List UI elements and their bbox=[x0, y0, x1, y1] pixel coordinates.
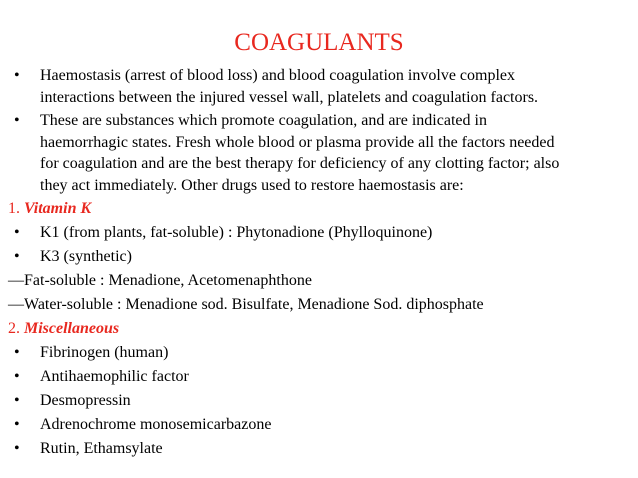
bullet-text-line: haemorrhagic states. Fresh whole blood or plasma provide all the factors needed bbox=[40, 133, 555, 151]
bullet-text: K1 (from plants, fat-soluble) : Phytonadione (Phylloquinone) bbox=[40, 224, 433, 241]
vitamin-k-bullet-1 bbox=[14, 222, 624, 244]
section-heading-vitamin-k bbox=[8, 198, 618, 220]
bullet-text: Adrenochrome monosemicarbazone bbox=[40, 416, 272, 433]
intro-bullet-1 bbox=[14, 65, 624, 108]
bullet-text: Rutin, Ethamsylate bbox=[40, 440, 163, 457]
bullet-marker: • bbox=[14, 67, 20, 84]
bullet-text-line: for coagulation and are the best therapy for deficiency of any clotting factor; also bbox=[40, 155, 560, 172]
section-label: Miscellaneous bbox=[24, 320, 120, 337]
bullet-marker: • bbox=[14, 416, 20, 433]
bullet-text: Desmopressin bbox=[40, 392, 131, 409]
misc-bullet-5 bbox=[14, 438, 624, 460]
bullet-marker: • bbox=[14, 224, 20, 241]
bullet-marker: • bbox=[14, 344, 20, 361]
water-soluble-line: —Water-soluble : Menadione sod. Bisulfate, Menadione Sod. diphosphate bbox=[8, 296, 484, 313]
section-label: Vitamin K bbox=[24, 200, 92, 217]
bullet-marker: • bbox=[14, 368, 20, 385]
section-number: 2. bbox=[8, 320, 20, 337]
bullet-marker: • bbox=[14, 440, 20, 457]
bullet-text-line: interactions between the injured vessel wall, platelets and coagulation factors. bbox=[40, 88, 539, 106]
misc-bullet-2 bbox=[14, 366, 624, 388]
bullet-text-line: These are substances which promote coagulation, and are indicated in bbox=[40, 112, 487, 129]
bullet-marker: • bbox=[14, 248, 20, 265]
bullet-text: Fibrinogen (human) bbox=[40, 344, 169, 361]
vitamin-k-bullet-2 bbox=[14, 246, 624, 268]
bullet-text-line: they act immediately. Other drugs used to restore haemostasis are: bbox=[40, 176, 464, 194]
misc-bullet-3 bbox=[14, 390, 624, 412]
bullet-text-line: Haemostasis (arrest of blood loss) and blood coagulation involve complex bbox=[40, 67, 516, 84]
section-heading-miscellaneous bbox=[8, 318, 618, 340]
bullet-text: K3 (synthetic) bbox=[40, 248, 132, 265]
slide-title: COAGULANTS bbox=[234, 29, 404, 56]
misc-bullet-1 bbox=[14, 342, 624, 364]
bullet-text: Antihaemophilic factor bbox=[40, 368, 189, 385]
intro-bullet-2 bbox=[14, 110, 624, 196]
section-number: 1. bbox=[8, 200, 20, 217]
bullet-marker: • bbox=[14, 112, 20, 129]
bullet-marker: • bbox=[14, 392, 20, 409]
fat-soluble-line: —Fat-soluble : Menadione, Acetomenaphthone bbox=[8, 272, 312, 289]
misc-bullet-4 bbox=[14, 414, 624, 436]
